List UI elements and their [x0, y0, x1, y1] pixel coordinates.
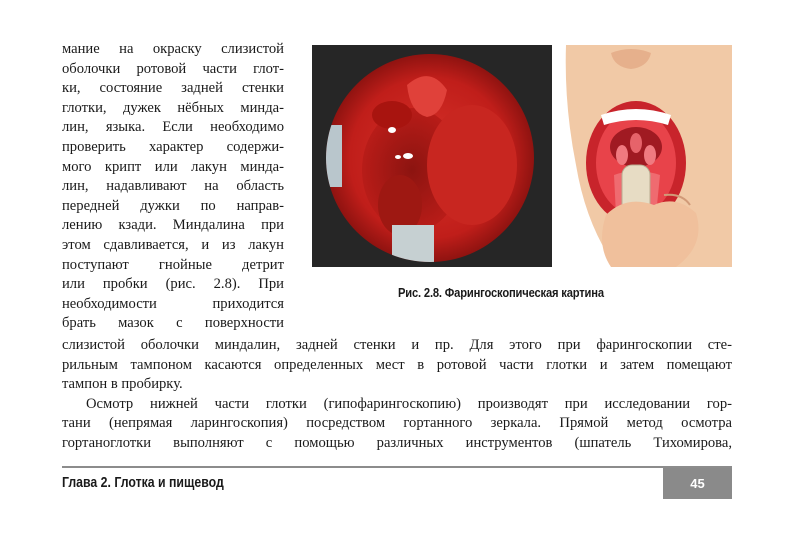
text-line: мание на окраску слизистой — [62, 41, 284, 57]
text-line: тампон в пробирку. — [62, 376, 183, 393]
pharyngoscopy-photo — [312, 45, 552, 267]
text-line: передней дужки по направ- — [62, 197, 284, 214]
text-line: брать мазок с поверхности — [62, 315, 284, 332]
text-line: гортаноглотки выполняют с помощью различных инструментов (шпатель Тихомирова, — [62, 434, 732, 451]
throat-exam-illustration — [556, 45, 732, 267]
text-line: этом сдавливается, и из лакун — [62, 236, 284, 253]
figure-caption: Рис. 2.8. Фарингоскопическая картина — [398, 285, 604, 300]
full-width-text — [62, 336, 732, 454]
text-line: необходимости приходится — [62, 295, 284, 312]
text-line: лин, языка. Если необходимо — [62, 119, 284, 136]
text-line: лению кзади. Миндалина при — [62, 217, 284, 234]
text-line: тани (непрямая ларингоскопия) посредством гортанного зеркала. Прямой метод осмотра — [62, 415, 732, 432]
text-line: глотки, дужек нёбных минда- — [62, 99, 284, 116]
text-line: лин, надавливают на область — [62, 178, 284, 195]
left-column-text — [62, 40, 284, 334]
footer-chapter-title: Глава 2. Глотка и пищевод — [62, 474, 224, 491]
footer-divider — [62, 466, 732, 468]
page-number-box — [663, 468, 732, 499]
text-line: мого крипт или лакун минда- — [62, 158, 284, 175]
text-line: слизистой оболочки миндалин, задней стенки и пр. Для этого при фарингоскопии сте- — [62, 337, 732, 353]
text-line: оболочки ротовой части глот- — [62, 60, 284, 77]
text-line: ки, состояние задней стенки — [62, 80, 284, 97]
text-line: Осмотр нижней части глотки (гипофарингоскопию) производят при исследовании гор- — [86, 395, 732, 412]
throat-exam-illustration-drawing — [556, 45, 732, 267]
text-line: поступают гнойные детрит — [62, 256, 284, 273]
text-line: рильным тампоном касаются определенных мест в ротовой части глотки и затем помещают — [62, 356, 732, 373]
text-line: проверить характер содержи- — [62, 138, 284, 155]
page-number: 45 — [690, 476, 705, 491]
text-line: или пробки (рис. 2.8). При — [62, 276, 284, 293]
pharyngoscopy-photo-drawing — [312, 45, 552, 267]
